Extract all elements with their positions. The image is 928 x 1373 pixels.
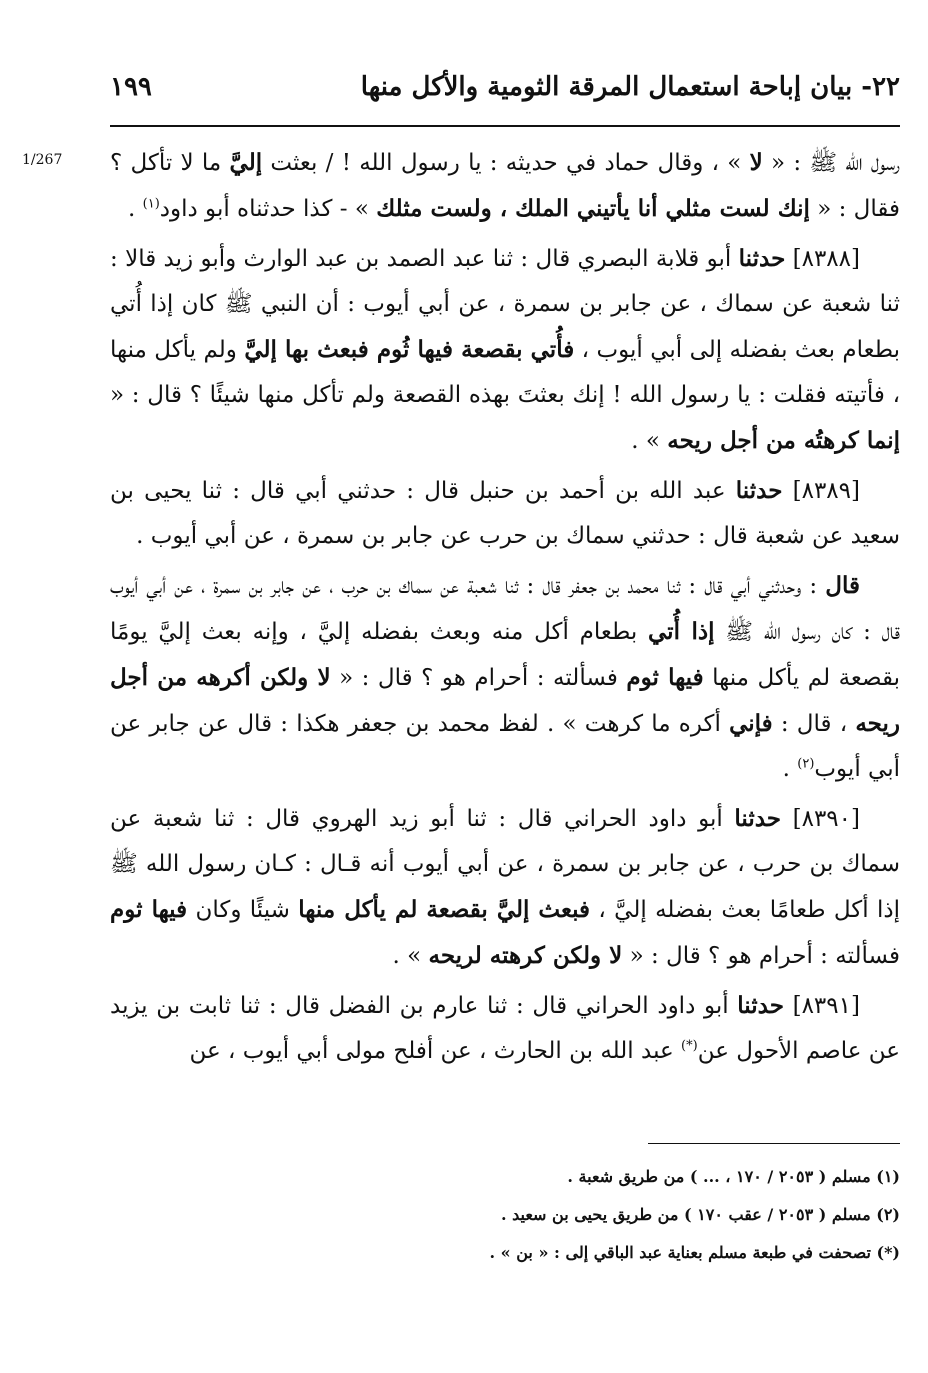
text-run: » - كذا حدثناه أبو داود: [159, 196, 377, 222]
text-run: [٨٣٨٨]: [785, 246, 860, 272]
text-run: » ، وقال حماد في حديثه : يا رسول الله ! / بعثت: [262, 150, 750, 176]
text-run: ، قال :: [772, 711, 856, 737]
footnote-rule: [648, 1143, 900, 1144]
text-run: أبو قلابة البصري قال : ثنا عبد الصمد بن عبد الوارث وأبو زيد قالا : ثنا شعبة عن سماك ، عن جابر بن سمرة ، عن أبي أيوب : أن النبي ﷺ كان إذا أُتي بطعام بعث بفضله إلى أبي أيوب ،: [110, 246, 900, 363]
hadith-8388: [110, 236, 900, 464]
text-run: فسألته : أحرام هو ؟ قال : «: [622, 943, 900, 969]
text-run: عبد الله بن الحارث ، عن أفلح مولى أبي أيوب ، عن: [189, 1038, 682, 1064]
hadith-8390: [110, 796, 900, 979]
header-rule: [110, 125, 900, 127]
footnote-marker: (١): [142, 196, 160, 212]
bold-text: قال: [825, 572, 860, 599]
text-run: [٨٣٨٩]: [782, 478, 860, 504]
bold-text: لا ولكن أكرهه من أجل ريحه: [110, 664, 901, 737]
text-run: ولم يأكل منها ، فأتيته فقلت : يا رسول الله ! إنك بعثتَ بهذه القصعة ولم تأكل منها شيئًا ؟ قال : «: [110, 337, 900, 408]
paragraph-qal: [110, 563, 900, 792]
text-run: فسألته : أحرام هو ؟ قال : «: [330, 665, 627, 691]
footnote-star: (*) تصحفت في طبعة مسلم بعناية عبد الباقي إلى : « بن » .: [489, 1243, 900, 1262]
page-number: ١٩٩: [110, 72, 152, 102]
bold-text: حدثنا: [735, 477, 783, 504]
text-run: .: [782, 756, 798, 782]
text-run: .: [128, 196, 143, 222]
text-run: [٨٣٩١]: [783, 993, 860, 1019]
hadith-8389: [110, 468, 900, 559]
text-run: : وحدثني أبي قال : ثنا محمد بن جعفر قال : ثنا شعبة عن سماك بن حرب ، عن جابر بن سمرة ، عن أبي أيوب قال : كان رسول الله ﷺ: [110, 573, 900, 645]
bold-text: فيها ثوم: [626, 664, 704, 691]
text-run: بطعام أكل منه وبعث بفضله إليَّ ، وإنه بعث إليَّ يومًا بقصعة لم يأكل منها: [110, 619, 901, 691]
margin-reference: 1/267: [22, 152, 63, 168]
text-run: أبو داود الحراني قال : ثنا عارم بن الفضل قال : ثنا ثابت بن يزيد عن عاصم الأحول عن: [110, 993, 900, 1064]
footnote-marker: (٢): [797, 756, 815, 772]
bold-text: إنما كرهتُه من أجل ريحه: [667, 427, 900, 454]
footnote-1: (١) مسلم ( ٢٠٥٣ / ١٧٠ ، ... ) من طريق شعبة .: [567, 1167, 900, 1186]
hadith-8391: [110, 983, 900, 1074]
bold-text: فإني: [729, 710, 773, 737]
text-run: » .: [631, 428, 668, 454]
bold-text: إنك لست مثلي أنا يأتيني الملك ، ولست مثلك: [376, 195, 810, 222]
text-run: شيئًا وكان: [187, 897, 299, 923]
text-run: [٨٣٩٠]: [781, 806, 860, 832]
footnotes: [110, 1158, 900, 1272]
text-run: أكره ما كرهت » . لفظ محمد بن جعفر هكذا : قال عن جابر عن أبي أيوب: [110, 711, 900, 782]
bold-text: فبعث إليَّ بقصعة لم يأكل منها: [298, 896, 591, 923]
text-run: عبد الله بن أحمد بن حنبل قال : حدثني أبي قال : ثنا يحيى بن سعيد عن شعبة قال : حدثني سماك بن حرب عن جابر بن سمرة ، عن أبي أيوب .: [110, 478, 900, 549]
footnote-marker: (*): [681, 1038, 698, 1054]
bold-text: حدثنا: [738, 245, 786, 272]
bold-text: حدثنا: [734, 805, 782, 832]
bold-text: حدثنا: [737, 992, 784, 1019]
bold-text: إليَّ: [229, 149, 263, 176]
bold-text: لا ولكن كرهته لريحه: [428, 942, 623, 969]
paragraph: [110, 140, 900, 232]
text-run: » .: [392, 943, 429, 969]
bold-text: إذا أُتي: [648, 618, 715, 645]
chapter-title: ٢٢- بيان إباحة استعمال المرقة الثومية والأكل منها: [360, 72, 900, 102]
text-run: رسول الله ﷺ : «: [762, 150, 900, 176]
bold-text: فأُتي بقصعة فيها ثُوم فبعث بها إليَّ: [244, 336, 575, 363]
text-run: أبو داود الحراني قال : ثنا أبو زيد الهروي قال : ثنا شعبة عن سماك بن حرب ، عن جابر بن سمرة ، عن أبي أيوب أنه قـال : كـان رسول الله ﷺ إذا أكل طعامًا بعث بفضله إليَّ ،: [110, 806, 901, 923]
text-run: ما لا تأكل ؟ فقال : «: [110, 150, 900, 222]
page-header: [110, 70, 900, 116]
bold-text: فيها ثوم: [110, 896, 188, 923]
main-text: [110, 140, 900, 1078]
footnote-2: (٢) مسلم ( ٢٠٥٣ / عقب ١٧٠ ) من طريق يحيى بن سعيد .: [500, 1205, 900, 1224]
bold-text: لا: [749, 149, 763, 176]
